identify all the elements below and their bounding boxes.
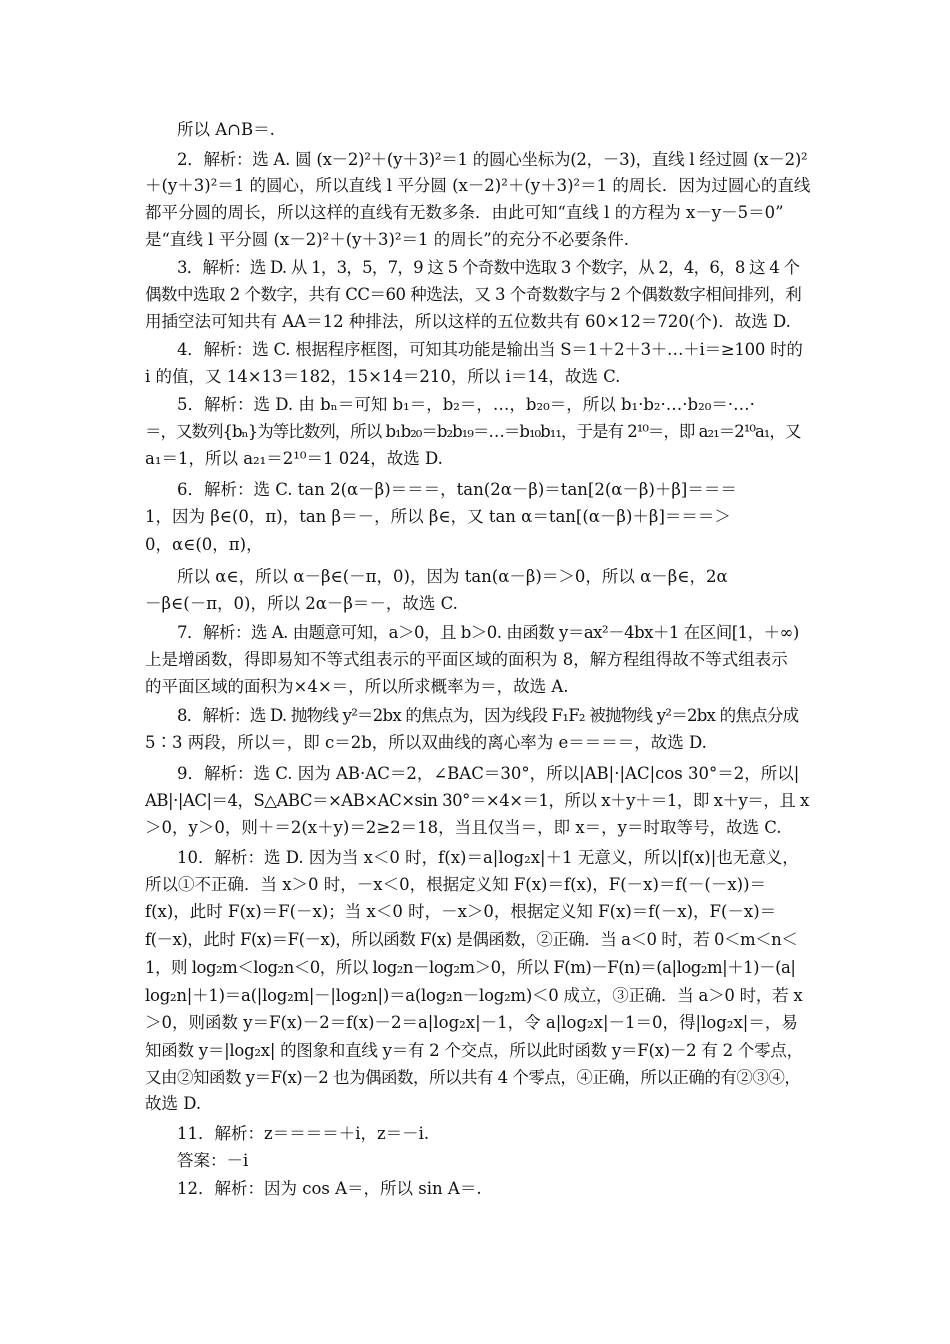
text-line: log₂n|＋1)＝a(|log₂m|－|log₂n|)＝a(log₂n－log₂m)＜0 成立，③正确．当 a＞0 时，若 x bbox=[145, 986, 803, 1005]
text-line: ＞0，则函数 y＝F(x)－2＝f(x)－2＝a|log₂x|－1，令 a|log₂x|－1＝0，得|log₂x|＝，易 bbox=[145, 1013, 798, 1032]
text-line: 2．解析：选 A. 圆 (x－2)²＋(y＋3)²＝1 的圆心坐标为(2，－3)，直线 l 经过圆 (x－2)² bbox=[177, 150, 808, 169]
text-line: 4．解析：选 C. 根据程序框图，可知其功能是输出当 S＝1＋2＋3＋…＋i＝≥100 时的 bbox=[177, 340, 803, 359]
text-line: 所以 α∈，所以 α－β∈(－π，0)，因为 tan(α－β)＝＞0，所以 α－β∈，2α bbox=[177, 567, 728, 586]
text-line: AB|·|AC|＝4，S△ABC＝×AB×AC×sin 30°＝×4×＝1，所以 x＋y＋＝1，即 x＋y＝，且 x bbox=[145, 791, 809, 810]
text-line: 都平分圆的周长，所以这样的直线有无数多条．由此可知“直线 l 的方程为 x－y－5＝0” bbox=[145, 203, 784, 222]
text-line: 所以 A∩B＝. bbox=[177, 120, 275, 139]
text-line: 6．解析：选 C. tan 2(α－β)＝＝＝，tan(2α－β)＝tan[2(α－β)＋β]＝＝＝ bbox=[177, 480, 737, 499]
text-line: 又由②知函数 y＝F(x)－2 也为偶函数，所以共有 4 个零点，④正确，所以正确的有②③④， bbox=[145, 1068, 801, 1087]
text-line: 1，则 log₂m＜log₂n＜0，所以 log₂n－log₂m＞0，所以 F(m)－F(n)＝(a|log₂m|＋1)－(a| bbox=[145, 958, 796, 977]
text-line: 11．解析：z＝＝＝＝＋i，z＝－i. bbox=[177, 1124, 430, 1143]
text-line: 故选 D. bbox=[145, 1094, 202, 1113]
text-line: 8．解析：选 D. 抛物线 y²＝2bx 的焦点为，因为线段 F₁F₂ 被抛物线 y²＝2bx 的焦点分成 bbox=[177, 706, 799, 725]
text-line: i 的值，又 14×13＝182，15×14＝210，所以 i＝14，故选 C. bbox=[145, 367, 621, 386]
text-line: a₁＝1，所以 a₂₁＝2¹⁰＝1 024，故选 D. bbox=[145, 449, 443, 468]
text-line: 是“直线 l 平分圆 (x－2)²＋(y＋3)²＝1 的周长”的充分不必要条件. bbox=[145, 230, 629, 249]
text-line: 3．解析：选 D. 从 1，3，5，7，9 这 5 个奇数中选取 3 个数字，从 2，4，6，8 这 4 个 bbox=[177, 258, 800, 277]
text-line: 用插空法可知共有 AA＝12 种排法，所以这样的五位数共有 60×12＝720(个)．故选 D. bbox=[145, 312, 791, 331]
text-line: 9．解析：选 C. 因为 AB·AC＝2，∠BAC＝30°，所以|AB|·|AC|cos 30°＝2，所以| bbox=[177, 764, 800, 783]
text-line: 10．解析：选 D. 因为当 x＜0 时，f(x)＝a|log₂x|＋1 无意义，所以|f(x)|也无意义， bbox=[177, 848, 799, 867]
text-line: f(－x)，此时 F(x)＝F(－x)，所以函数 F(x) 是偶函数，②正确．当 a＜0 时，若 0＜m＜n＜ bbox=[145, 930, 798, 949]
text-line: 5∶3 两段，所以＝，即 c＝2b，所以双曲线的离心率为 e＝＝＝＝，故选 D. bbox=[145, 733, 707, 752]
text-line: ＝，又数列{bₙ}为等比数列，所以 b₁b₂₀＝b₂b₁₉＝…＝b₁₀b₁₁，于是有 2¹⁰＝，即 a₂₁＝2¹⁰a₁，又 bbox=[145, 422, 801, 441]
text-line: ＞0，y＞0，则＋＝2(x＋y)＝2≥2＝18，当且仅当＝，即 x＝，y＝时取等号，故选 C. bbox=[145, 818, 782, 837]
text-line: 上是增函数，得即易知不等式组表示的平面区域的面积为 8，解方程组得故不等式组表示 bbox=[145, 650, 788, 669]
text-line: 所以①不正确．当 x＞0 时，－x＜0，根据定义知 F(x)＝f(x)，F(－x)＝f(－(－x))＝ bbox=[145, 875, 767, 894]
text-line: f(x)，此时 F(x)＝F(－x)；当 x＜0 时，－x＞0，根据定义知 F(x)＝f(－x)，F(－x)＝ bbox=[145, 902, 777, 921]
text-line: ＋(y＋3)²＝1 的圆心，所以直线 l 平分圆 (x－2)²＋(y＋3)²＝1 的周长．因为过圆心的直线 bbox=[145, 176, 810, 195]
text-line: －β∈(－π，0)，所以 2α－β＝－，故选 C. bbox=[145, 594, 458, 613]
text-line: 知函数 y＝|log₂x| 的图象和直线 y＝有 2 个交点，所以此时函数 y＝F(x)－2 有 2 个零点， bbox=[145, 1041, 803, 1060]
text-line: 12．解析：因为 cos A＝，所以 sin A＝. bbox=[177, 1179, 482, 1198]
text-line: 的平面区域的面积为×4×＝，所以所求概率为＝，故选 A. bbox=[145, 677, 569, 696]
text-line: 偶数中选取 2 个数字，共有 CC＝60 种选法，又 3 个奇数数字与 2 个偶数数字相间排列，利 bbox=[145, 285, 802, 304]
text-line: 1，因为 β∈(0，π)，tan β＝－，所以 β∈，又 tan α＝tan[(α－β)＋β]＝＝＝＞ bbox=[145, 507, 731, 526]
text-line: 0，α∈(0，π)， bbox=[145, 535, 263, 554]
text-line: 7．解析：选 A. 由题意可知，a＞0，且 b＞0. 由函数 y＝ax²－4bx＋1 在区间[1，＋∞) bbox=[177, 623, 799, 642]
text-line: 5．解析：选 D. 由 bₙ＝可知 b₁＝，b₂＝，…，b₂₀＝，所以 b₁·b₂·…·b₂₀＝·…· bbox=[177, 395, 755, 414]
text-line: 答案：－i bbox=[177, 1151, 249, 1170]
